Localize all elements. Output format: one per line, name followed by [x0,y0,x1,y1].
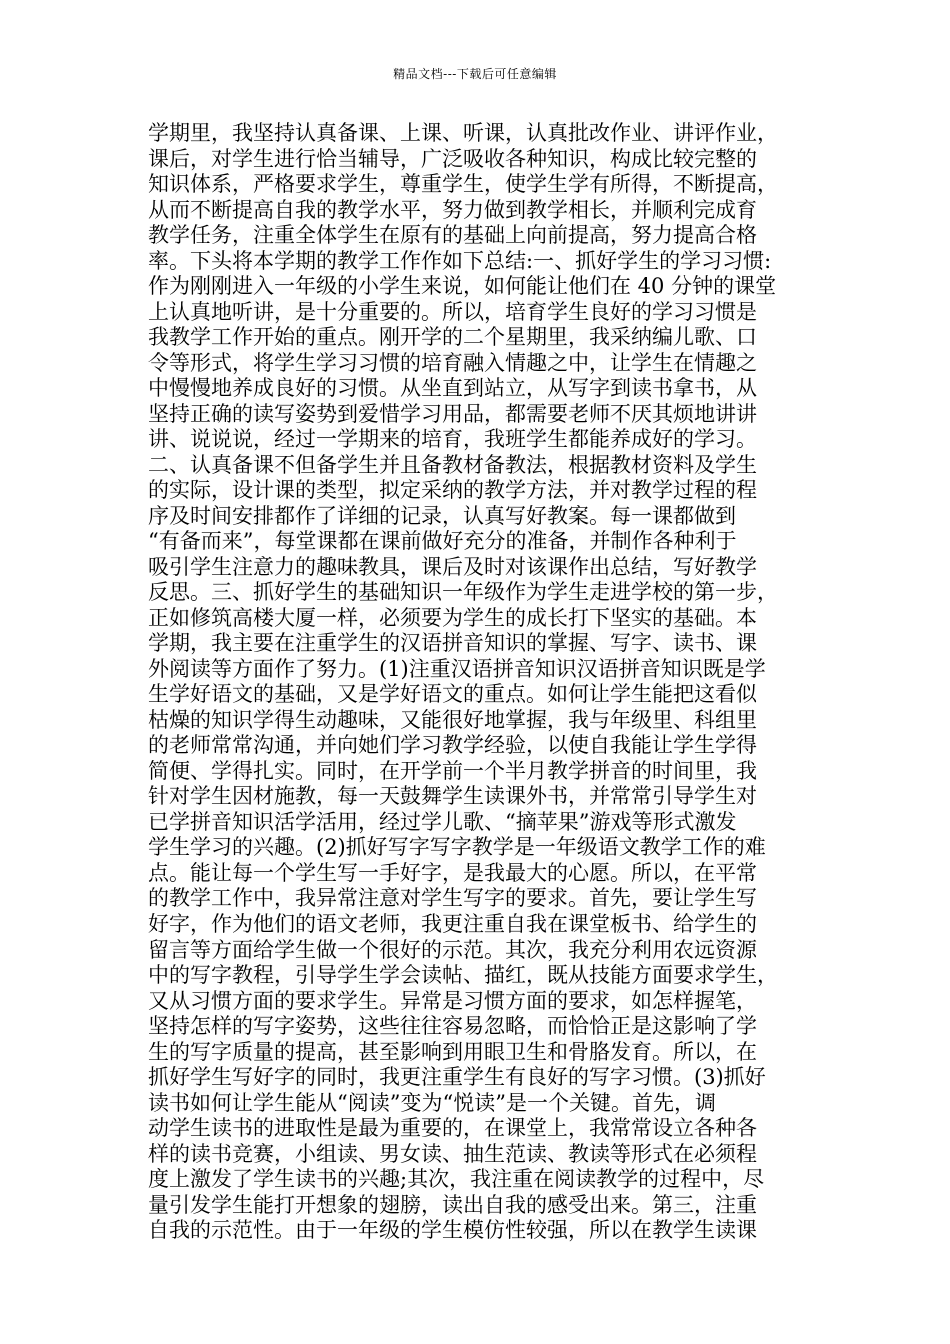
text-line: 的教学工作中，我异常注意对学生写字的要求。首先，要让学生写 [148,886,757,911]
text-line: 课后，对学生进行恰当辅导，广泛吸收各种知识，构成比较完整的 [148,146,757,171]
text-line: 令等形式，将学生学习习惯的培育融入情趣之中，让学生在情趣之 [148,350,757,375]
text-line: 率。下头将本学期的教学工作作如下总结:一、抓好学生的学习习惯: [148,248,772,273]
text-line: 已学拼音知识活学活用，经过学儿歌、“摘苹果”游戏等形式激发 [148,809,737,834]
text-line: 又从习惯方面的要求学生。异常是习惯方面的要求，如怎样握笔， [148,988,757,1013]
text-line: “有备而来”，每堂课都在课前做好充分的准备，并制作各种利于 [148,529,737,554]
text-line: 学期里，我坚持认真备课、上课、听课，认真批改作业、讲评作业， [148,121,778,145]
text-line: 教学任务，注重全体学生在原有的基础上向前提高，努力提高合格 [148,223,757,248]
text-line: 讲、说说说，经过一学期来的培育，我班学生都能养成好的学习。 [148,427,757,452]
text-line: 留言等方面给学生做一个很好的示范。其次，我充分利用农远资源 [148,937,757,962]
text-line: 生的写字质量的提高，甚至影响到用眼卫生和骨胳发育。所以，在 [148,1039,757,1064]
text-line: 从而不断提高自我的教学水平，努力做到教学相长，并顺利完成育 [148,197,757,222]
document-body [148,121,816,1244]
text-line: 动学生读书的进取性是最为重要的，在课堂上，我常常设立各种各 [148,1116,757,1141]
text-line: 的老师常常沟通，并向她们学习教学经验，以使自我能让学生学得 [148,733,757,758]
page-header: 精品文档---下载后可任意编辑 [393,67,557,81]
text-line: 正如修筑高楼大厦一样，必须要为学生的成长打下坚实的基础。本 [148,605,757,630]
text-line: 反思。三、抓好学生的基础知识一年级作为学生走进学校的第一步， [148,580,778,605]
text-line: 中的写字教程，引导学生学会读帖、描红，既从技能方面要求学生， [148,963,778,988]
text-line: 度上激发了学生读书的兴趣;其次，我注重在阅读教学的过程中，尽 [148,1167,765,1192]
text-line: 坚持怎样的写字姿势，这些往往容易忽略，而恰恰正是这影响了学 [148,1014,757,1039]
text-line: 坚持正确的读写姿势到爱惜学习用品，都需要老师不厌其烦地讲讲 [148,401,757,426]
text-line: 作为刚刚进入一年级的小学生来说，如何能让他们在 40 分钟的课堂 [148,274,777,299]
text-line: 生学好语文的基础，又是学好语文的重点。如何让学生能把这看似 [148,682,757,707]
text-line: 针对学生因材施教，每一天鼓舞学生读课外书，并常常引导学生对 [148,784,757,809]
text-line: 量引发学生能打开想象的翅膀，读出自我的感受出来。第三，注重 [148,1192,757,1217]
text-line: 自我的示范性。由于一年级的学生模仿性较强，所以在教学生读课 [148,1218,757,1243]
text-line: 好字，作为他们的语文老师，我更注重自我在课堂板书、给学生的 [148,911,757,936]
text-line: 简便、学得扎实。同时，在开学前一个半月教学拼音的时间里，我 [148,758,757,783]
text-line: 知识体系，严格要求学生，尊重学生，使学生学有所得，不断提高， [148,172,778,197]
text-line: 读书如何让学生能从“阅读”变为“悦读”是一个关键。首先，调 [148,1090,716,1115]
text-line: 二、认真备课不但备学生并且备教材备教法，根据教材资料及学生 [148,452,757,477]
text-line: 抓好学生写好字的同时，我更注重学生有良好的写字习惯。(3)抓好 [148,1065,766,1090]
text-line: 学期，我主要在注重学生的汉语拼音知识的掌握、写字、读书、课 [148,631,757,656]
text-line: 外阅读等方面作了努力。(1)注重汉语拼音知识汉语拼音知识既是学 [148,656,766,681]
text-line: 上认真地听讲，是十分重要的。所以，培育学生良好的学习习惯是 [148,299,757,324]
text-line: 我教学工作开始的重点。刚开学的二个星期里，我采纳编儿歌、口 [148,325,757,350]
text-line: 枯燥的知识学得生动趣味，又能很好地掌握，我与年级里、科组里 [148,707,757,732]
text-line: 点。能让每一个学生写一手好字，是我最大的心愿。所以，在平常 [148,860,757,885]
text-line: 的实际，设计课的类型，拟定采纳的教学方法，并对教学过程的程 [148,478,757,503]
text-line: 序及时间安排都作了详细的记录，认真写好教案。每一课都做到 [148,503,736,528]
text-line: 吸引学生注意力的趣味教具，课后及时对该课作出总结，写好教学 [148,554,757,579]
text-line: 样的读书竞赛，小组读、男女读、抽生范读、教读等形式在必须程 [148,1141,757,1166]
text-line: 中慢慢地养成良好的习惯。从坐直到站立，从写字到读书拿书，从 [148,376,757,401]
text-line: 学生学习的兴趣。(2)抓好写字写字教学是一年级语文教学工作的难 [148,835,766,860]
